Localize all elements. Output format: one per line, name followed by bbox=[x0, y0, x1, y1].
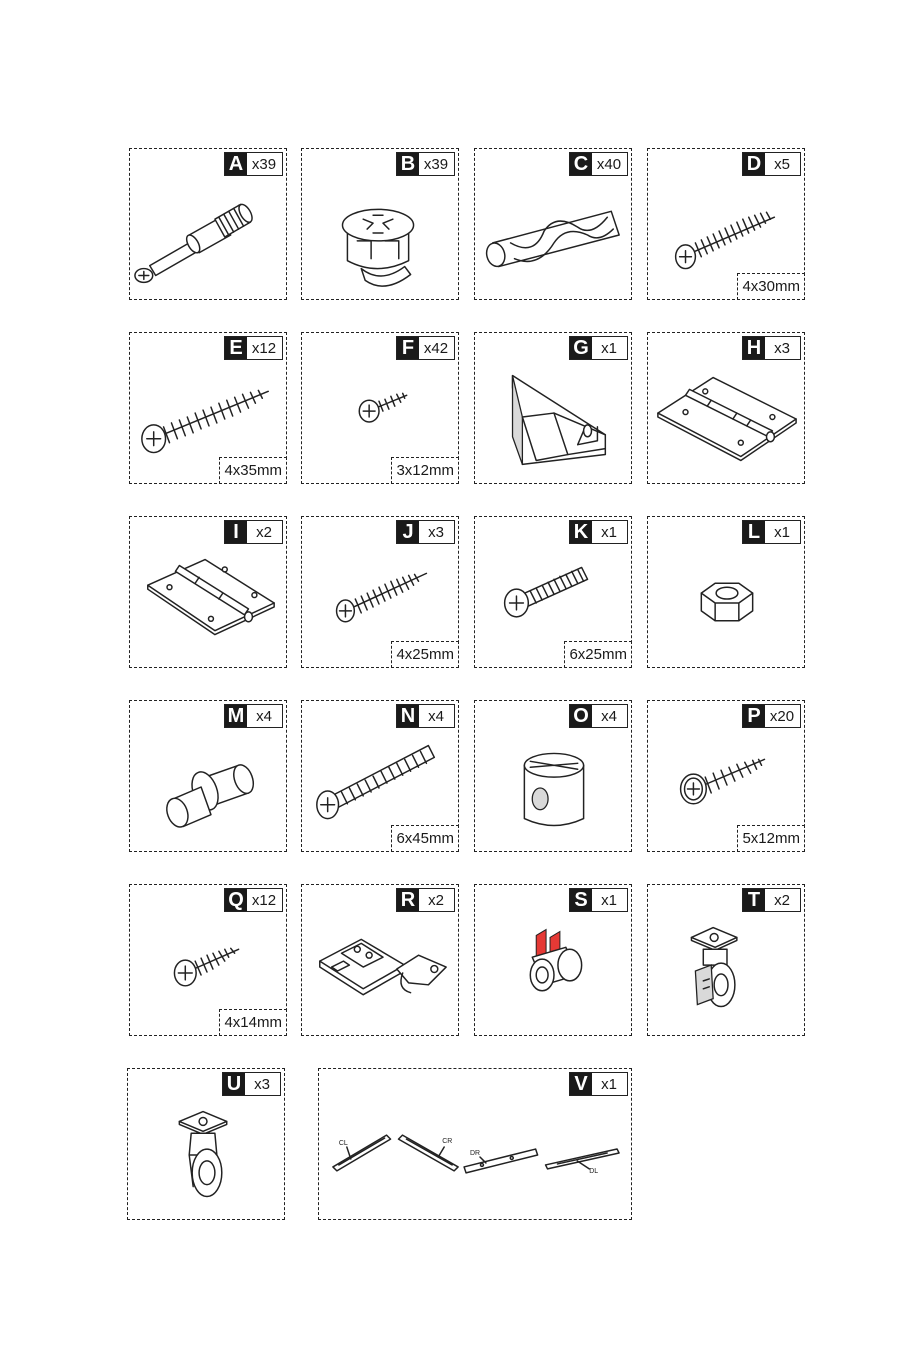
part-letter: N bbox=[397, 705, 419, 727]
slide-label-cl: CL bbox=[338, 1140, 348, 1148]
part-quantity: x5 bbox=[774, 155, 790, 173]
cam-bolt-illustration bbox=[130, 173, 286, 297]
part-card-j bbox=[301, 516, 459, 668]
part-letter: I bbox=[225, 521, 247, 543]
part-quantity: x20 bbox=[769, 707, 795, 725]
hex-nut-illustration bbox=[648, 541, 804, 665]
part-quantity: x1 bbox=[601, 339, 617, 357]
part-card-o bbox=[474, 700, 632, 852]
part-letter: U bbox=[223, 1073, 245, 1095]
caster-wheel-illustration bbox=[128, 1093, 284, 1217]
part-quantity: x1 bbox=[601, 523, 617, 541]
part-card-b bbox=[301, 148, 459, 300]
part-size-label: 4x25mm bbox=[391, 641, 459, 668]
slide-label-cr: CR bbox=[442, 1138, 453, 1146]
part-letter: D bbox=[743, 153, 765, 175]
part-letter: K bbox=[570, 521, 592, 543]
part-letter: V bbox=[570, 1073, 592, 1095]
part-letter: R bbox=[397, 889, 419, 911]
part-letter: T bbox=[743, 889, 765, 911]
part-card-q bbox=[129, 884, 287, 1036]
part-quantity: x40 bbox=[596, 155, 622, 173]
part-card-t bbox=[647, 884, 805, 1036]
butt-hinge-illustration bbox=[130, 541, 286, 665]
slide-label-dr: DR bbox=[470, 1150, 481, 1157]
part-size-label: 6x45mm bbox=[391, 825, 459, 852]
part-quantity: x39 bbox=[251, 155, 277, 173]
part-card-e bbox=[129, 332, 287, 484]
slide-label-dl: DL bbox=[589, 1167, 599, 1175]
part-letter: J bbox=[397, 521, 419, 543]
part-card-k bbox=[474, 516, 632, 668]
part-quantity: x3 bbox=[774, 339, 790, 357]
part-card-s bbox=[474, 884, 632, 1036]
part-card-h bbox=[647, 332, 805, 484]
part-card-p bbox=[647, 700, 805, 852]
part-quantity: x42 bbox=[423, 339, 449, 357]
part-card-c bbox=[474, 148, 632, 300]
part-quantity: x1 bbox=[601, 1075, 617, 1093]
part-quantity: x2 bbox=[774, 891, 790, 909]
part-card-r bbox=[301, 884, 459, 1036]
knob-illustration bbox=[130, 725, 286, 849]
part-letter: L bbox=[743, 521, 765, 543]
wooden-dowel-illustration bbox=[475, 173, 631, 297]
part-letter: Q bbox=[225, 889, 247, 911]
cabinet-hinge-illustration bbox=[302, 909, 458, 1033]
hinge-illustration bbox=[648, 357, 804, 481]
part-letter: A bbox=[225, 153, 247, 175]
part-size-label: 4x30mm bbox=[737, 273, 805, 300]
wheel-with-red-clip-illustration bbox=[475, 909, 631, 1033]
part-letter: E bbox=[225, 337, 247, 359]
part-card-l bbox=[647, 516, 805, 668]
part-card-g bbox=[474, 332, 632, 484]
part-card-n bbox=[301, 700, 459, 852]
part-size-label: 3x12mm bbox=[391, 457, 459, 484]
part-card-i bbox=[129, 516, 287, 668]
part-letter: O bbox=[570, 705, 592, 727]
part-quantity: x3 bbox=[254, 1075, 270, 1093]
part-letter: G bbox=[570, 337, 592, 359]
part-size-label: 5x12mm bbox=[737, 825, 805, 852]
part-letter: F bbox=[397, 337, 419, 359]
part-card-f bbox=[301, 332, 459, 484]
part-quantity: x4 bbox=[256, 707, 272, 725]
part-quantity: x1 bbox=[601, 891, 617, 909]
part-card-m bbox=[129, 700, 287, 852]
drawer-slides-illustration bbox=[319, 1093, 631, 1217]
part-quantity: x2 bbox=[428, 891, 444, 909]
cam-lock-illustration bbox=[302, 173, 458, 297]
part-letter: M bbox=[225, 705, 247, 727]
part-quantity: x2 bbox=[256, 523, 272, 541]
part-quantity: x4 bbox=[601, 707, 617, 725]
caster-wheel-with-brake-illustration bbox=[648, 909, 804, 1033]
barrel-nut-illustration bbox=[475, 725, 631, 849]
part-quantity: x3 bbox=[428, 523, 444, 541]
part-size-label: 6x25mm bbox=[564, 641, 632, 668]
shelf-bracket-illustration bbox=[475, 357, 631, 481]
part-size-label: 4x14mm bbox=[219, 1009, 287, 1036]
part-card-d bbox=[647, 148, 805, 300]
part-letter: P bbox=[743, 705, 765, 727]
part-size-label: 4x35mm bbox=[219, 457, 287, 484]
part-quantity: x39 bbox=[423, 155, 449, 173]
part-letter: B bbox=[397, 153, 419, 175]
part-card-v bbox=[318, 1068, 632, 1220]
part-quantity: x12 bbox=[251, 339, 277, 357]
part-letter: C bbox=[570, 153, 592, 175]
part-card-a bbox=[129, 148, 287, 300]
part-card-u bbox=[127, 1068, 285, 1220]
part-quantity: x12 bbox=[251, 891, 277, 909]
part-quantity: x4 bbox=[428, 707, 444, 725]
part-letter: H bbox=[743, 337, 765, 359]
part-quantity: x1 bbox=[774, 523, 790, 541]
part-letter: S bbox=[570, 889, 592, 911]
